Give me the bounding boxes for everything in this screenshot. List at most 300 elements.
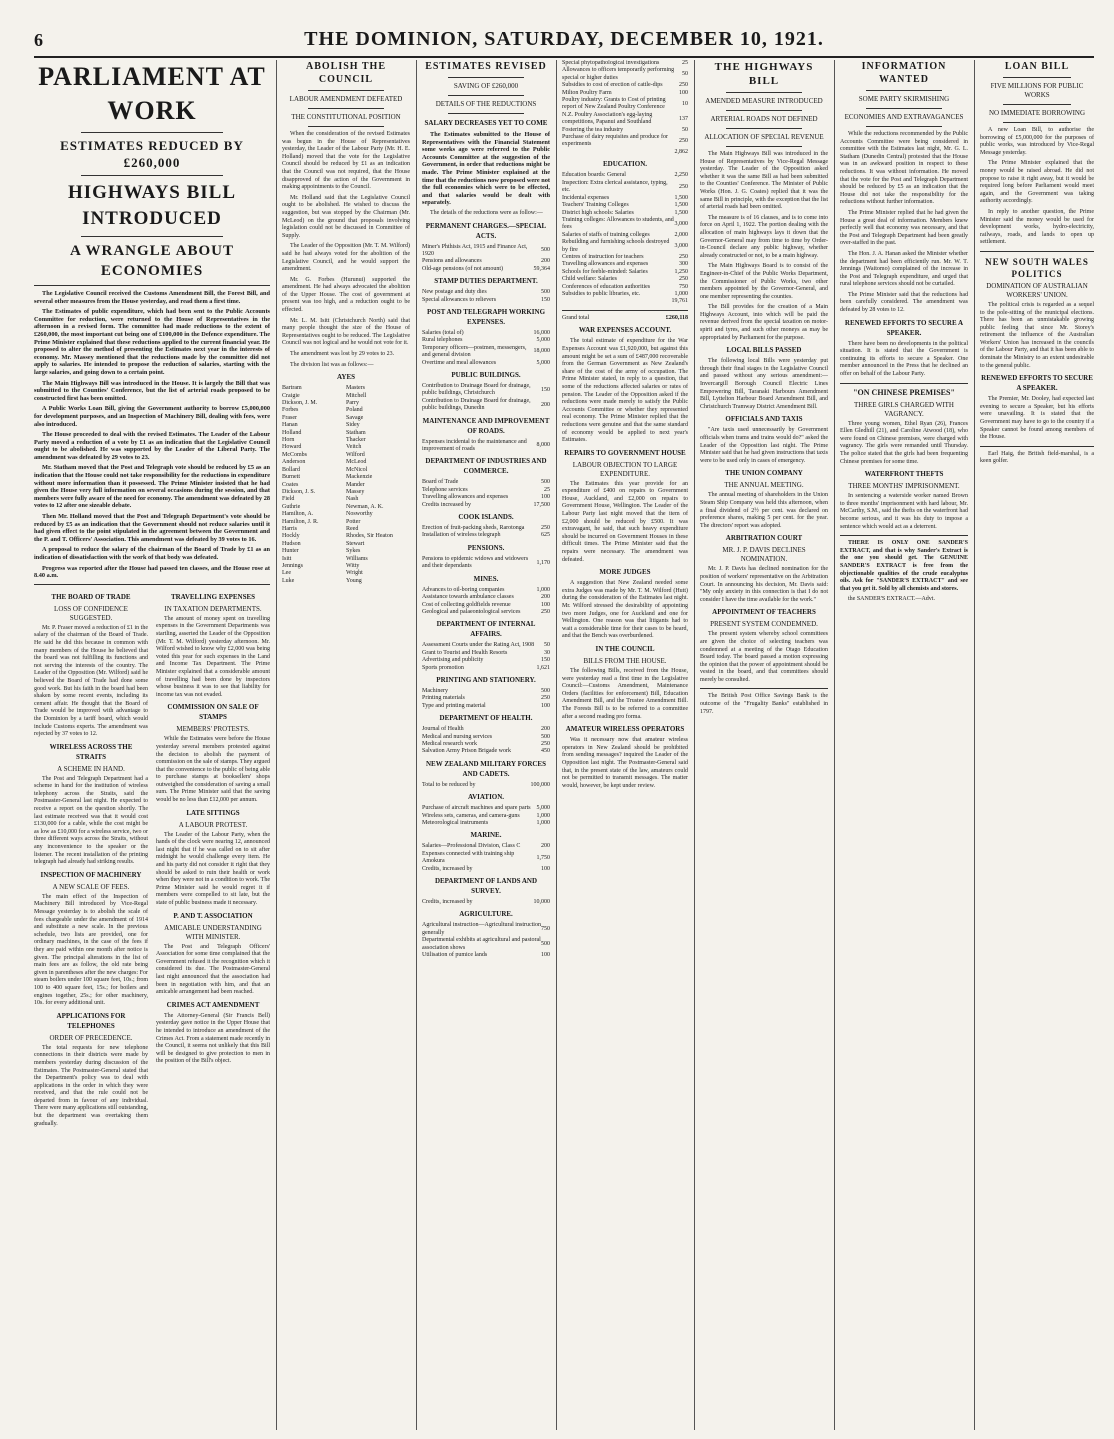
subheading: DETAILS OF THE REDUCTIONS [435, 100, 537, 108]
reduction-amount: 150 [541, 657, 550, 664]
article-text: "Are taxis used unnecessarily by Government officials when trams and trains would do?" asked the Leader of the Opposition last night. The Prime Minister said that he had given instructions that taxis were to be used only in cases of emergency. [700, 427, 828, 464]
section-heading: RENEWED EFFORTS TO SECURE A SPEAKER. [844, 318, 964, 337]
reduction-row [422, 899, 550, 906]
reduction-table [422, 330, 550, 367]
subtotal: 19,761 [671, 298, 688, 305]
estimate-label: Centres of instruction for teachers [562, 253, 644, 260]
estimate-amount: 250 [679, 183, 688, 190]
estimate-row [562, 112, 688, 127]
reduction-amount: 500 [541, 687, 550, 694]
reduction-label: Advances to oil-boring companies [422, 586, 505, 593]
lead-paragraph: Mr. Statham moved that the Post and Telegraph vote should be reduced by £5 as an indication that the House could not take responsibility for the reductions in expenditure without more information than it possessed. The Prime Minister insisted that he had given the House very full information on several occasions during the session, and that members were fully aware of the need for economy. The amendment was defeated by 28 votes to 12 after one sizeable debate. [34, 464, 270, 510]
masthead-title: THE DOMINION, SATURDAY, DECEMBER 10, 1921. [304, 28, 824, 50]
reduction-group-heading: MINES. [473, 574, 499, 583]
article-text: Mr. G. Forbes (Hurunui) supported the amendment. He had always advocated the abolition of the Upper House. The cost of government at present was too high, and a reduction ought to be effected. [282, 276, 410, 314]
subheading: AMENDED MEASURE INTRODUCED [705, 97, 823, 105]
reduction-amount: 8,000 [536, 442, 550, 449]
division-name: Dickson, J. M. [282, 400, 318, 407]
reduction-label: Wireless sets, cameras, and camera-guns [422, 812, 520, 819]
reduction-amount: 25 [544, 486, 550, 493]
article-text: The main effect of the Inspection of Machinery Bill introduced by Vice-Regal Message yesterday is to abolish the scale of fees chargeable under the amendment of 1914 and substitute a new scale. In the previous schedule, two lists are provided, one for ordinary machines, in the case of the fees if they are paid within one month after notice is given. The principal alterations in the list of main fees are as follow, the old rate being given in parentheses after the new charges: For steam boilers under 100 square feet, 10s.; from 100 to 400 square feet, 15s.; for boilers and engines together, 25s.; for other machinery, 10s. for every additional unit. [34, 893, 148, 1007]
section-subheading: THE ANNUAL MEETING. [724, 481, 804, 490]
page-number: 6 [34, 30, 43, 50]
division-name: Rhodes, Sir Heaton [346, 533, 393, 540]
reduction-label: Pensions and allowances [422, 258, 482, 265]
division-name: Poland [346, 407, 363, 414]
article-text: Mr. J. P. Davis has declined nomination for the position of workers' representative on the Arbitration Court. In announcing his decision, Mr. Davis said: "My only anxiety in this connection is that I do not consider I have the time available for the work." [700, 566, 828, 603]
reduction-amount: 5,000 [536, 359, 550, 366]
division-name: Craigie [282, 392, 300, 399]
lead-paragraph: The Estimates submitted to the House of Representatives with the Financial Statement some weeks ago were referred to the Public Accounts Committee at the suggestion of the Government, in order that reductions might be made. The Prime Minister explained at the time that the reductions now proposed were not the full economies which were to be effected, and that salaries would be dealt with separately. [422, 131, 550, 207]
estimate-label: Conferences of education authorities [562, 283, 651, 290]
section-subheading: A LABOUR PROTEST. [178, 820, 248, 829]
reduction-amount: 16,000 [533, 329, 550, 336]
reduction-amount: 5,000 [536, 805, 550, 812]
article-text: The Leader of the Opposition (Mr. T. M. Wilford) said he had always voted for the abolition of the Legislative Council, and he would support the amendment. [282, 243, 410, 273]
reduction-table [422, 688, 550, 710]
article-text: The Bill provides for the creation of a Main Highways Account, into which will be paid the revenue derived from the special taxation on motor-spirit and tyres, and such other moneys as may be appropriated by Parliament for the purpose. [700, 304, 828, 341]
subheading: NO IMMEDIATE BORROWING [988, 109, 1086, 117]
reduction-group-heading: PUBLIC BUILDINGS. [451, 371, 521, 379]
grand-total-value: £260,118 [665, 314, 688, 321]
reduction-label: Miner's Phthisis Act, 1915 and Finance Act, 1920 [422, 243, 528, 257]
headline-information-wanted: INFORMATION WANTED [861, 61, 947, 85]
reductions-list [422, 221, 550, 960]
estimate-label: District high schools: Salaries [562, 209, 634, 216]
masthead [34, 26, 1094, 58]
division-name: Anderson [282, 459, 306, 466]
reduction-table [422, 289, 550, 304]
subheading: ECONOMIES AND EXTRAVAGANCES [844, 113, 964, 121]
reduction-row [422, 866, 550, 873]
article-text: Mr. P. Fraser moved a reduction of £1 in the salary of the chairman of the Board of Trade. He said he did this because in common with many members of the House he believed that the board was not fulfilling its functions and not serving the interests of the country. The Leader of the Opposition (Mr. Wilford) said he believed the Board of Trade had done some good work. But his faith in the board had been shaken by some recent events, including its cement affair. He thought that the Board of Trade would be improved with advantage to the Dominion by a tariff board, which would include Customs experts. The amendment was rejected by 37 votes to 12. [34, 624, 148, 738]
section-heading: REPAIRS TO GOVERNMENT HOUSE [564, 448, 686, 457]
section-heading: WATERFRONT THEFTS [864, 470, 944, 479]
reduction-label: Assessment Courts under the Rating Act, 1908 [422, 642, 535, 649]
article-text: The total estimate of expenditure for the War Expenses Account was £1,920,000, but against this amount might be set a sum of £487,000 recoverable from the German Government as New Zealand's share of the cost of the army of occupation. The Prime Minister stated, in reply to a question, that some of the reductions affected salaries or rates of pension. The Leader of the Opposition asked if the reductions were made merely to satisfy the Public Accounts Committee or whether they represented real economy. The Prime Minister replied that the reductions were genuine and that the same standard of economy would be applied to next year's Estimates. [562, 338, 688, 444]
article-text: The Main Highways Board is to consist of the Engineer-in-Chief of the Public Works Department, the Commissioner of Public Works, two other members appointed by the Governor-General, and one member representing the counties. [700, 263, 828, 300]
article-text: The measure is of 16 clauses, and is to come into force on April 1, 1922. The portion dealing with the allocation of main highways lays it down that the Governor-General may from time to time by Order-in-Council declare any public highway, whether already constructed or not, to be a main highway. [700, 214, 828, 259]
estimate-amount: 250 [679, 253, 688, 260]
closing-note: The British Post Office Savings Bank is the outcome of the "Frugality Banks" established in 1797. [700, 693, 828, 715]
column-rule [276, 60, 277, 1430]
reduction-amount: 250 [541, 740, 550, 747]
reduction-label: Advertising and publicity [422, 657, 484, 664]
division-name: Field [282, 496, 295, 503]
estimate-label: Poultry industry: Grants to Cost of printing report of New Zealand Poultry Conference [562, 97, 666, 111]
reduction-amount: 150 [541, 386, 550, 393]
estimate-amount: 100 [679, 89, 688, 96]
reduction-label: Departmental exhibits at agricultural and pastoral association shows [422, 937, 541, 951]
division-name: McNicol [346, 466, 368, 473]
lead-paragraph: The House proceeded to deal with the revised Estimates. The Leader of the Labour Party moved a reduction of a vote by £1 as an indication that the Legislative Council ought to be abolished. He was supported by the Leader of the Liberal Party. The amendment was defeated by 29 votes to 23. [34, 431, 270, 461]
subheading: THE CONSTITUTIONAL POSITION [291, 113, 401, 121]
estimate-label: Special phytopathological investigations [562, 60, 660, 66]
reduction-row [422, 594, 550, 601]
lead-paragraph: A Public Works Loan Bill, giving the Government authority to borrow £5,000,000 for development purposes, and an Inspection of Machinery Bill, dealing with fees, were also introduced. [34, 405, 270, 428]
lead-paragraph: A proposal to reduce the salary of the chairman of the Board of Trade by £1 as an indication of dissatisfaction with the work of that body was defeated. [34, 546, 270, 561]
article-text: When the consideration of the revised Estimates was begun in the House of Representatives yesterday, the Leader of the Labour Party (Mr. H. E. Holland) moved that the vote for the Legislative Council should be reduced by £1 as an indication that the Council was not required, that the House disapproved of the action of the Government in making appointments to the Council. [282, 131, 410, 191]
column-1 [34, 60, 270, 1430]
article-text: Mr. L. M. Isitt (Christchurch North) said that many people thought the size of the House of Representatives ought to be reduced. The Legislative Council was not logical and he would not vote for it. [282, 317, 410, 347]
estimate-row [562, 134, 688, 149]
reduction-row [422, 937, 550, 952]
reduction-label: Geological and palaeontological services [422, 608, 521, 615]
section-subheading: PRESENT SYSTEM CONDEMNED. [710, 620, 818, 629]
subcolumn-right [156, 589, 270, 1131]
reduction-amount: 250 [541, 525, 550, 532]
reduction-amount: 100,000 [530, 781, 550, 788]
reduction-row [422, 741, 550, 748]
advertisement: THERE IS ONLY ONE SANDER'S EXTRACT, and that is why Sander's Extract is the one you should get. The GENUINE SANDER'S EXTRACT is free from the objectionable qualities of the crude eucalyptus oils. Ask for "SANDER'S EXTRACT" and see that you get it. Sold by all chemists and stores. [840, 540, 968, 592]
reduction-group-heading: MARINE. [470, 831, 502, 840]
reduction-row [422, 494, 550, 501]
reduction-amount: 50 [544, 642, 550, 649]
reduction-amount: 500 [541, 940, 550, 947]
reduction-table [422, 587, 550, 617]
section-heading: ARBITRATION COURT [725, 534, 803, 543]
estimate-label: Incidental expenses [562, 194, 610, 201]
section-heading: LATE SITTINGS [186, 808, 240, 817]
reduction-row [422, 609, 550, 616]
division-name: Bollard [282, 466, 300, 473]
estimate-amount: 137 [679, 115, 688, 122]
reduction-label: Sports promotion [422, 664, 464, 671]
reduction-table [422, 479, 550, 509]
section-subheading: LOSS OF CONFIDENCE SUGGESTED. [54, 604, 128, 622]
article-text: The present system whereby school committees are given the choice of selecting teachers was condemned at a meeting of the Otago Education Board today. The board passed a motion expressing the opinion that the power of appointment should be vested in the board, and that committees should merely be consulted. [700, 631, 828, 683]
lead-paragraph: The Legislative Council received the Customs Amendment Bill, the Forest Bill, and several other measures from the House yesterday, and read them a first time. [34, 290, 270, 305]
estimate-row [562, 195, 688, 202]
reduction-amount: 750 [541, 926, 550, 933]
subheading: FIVE MILLIONS FOR PUBLIC WORKS [990, 82, 1084, 99]
division-name: Isitt [282, 555, 292, 562]
division-name: Statham [346, 429, 366, 436]
division-name: Hanan [282, 422, 298, 429]
estimate-label: Milton Poultry Farm [562, 89, 612, 96]
headline-highways: HIGHWAYS BILL INTRODUCED [67, 182, 237, 229]
reduction-row [422, 820, 550, 827]
reduction-amount: 100 [541, 952, 550, 959]
division-name: Dickson, J. S. [282, 488, 316, 495]
column-6 [840, 60, 968, 1430]
article-text: In reply to another question, the Prime Minister said the money would be used for development works, hydro-electricity, railways, roads, and lands to open up settlement. [980, 208, 1094, 246]
estimate-label: Allowances to officers temporarily performing special or higher duties [562, 67, 675, 81]
estimate-row [562, 232, 688, 239]
reduction-label: Cost of collecting goldfields revenue [422, 601, 511, 608]
estimate-amount: 1,500 [674, 194, 688, 201]
reduction-row [422, 734, 550, 741]
reduction-label: Rural telephones [422, 337, 463, 344]
division-name: McCombs [282, 451, 308, 458]
section-heading: THE UNION COMPANY [725, 469, 803, 478]
article-text: The amount of money spent on travelling expenses in the Government Departments was startling, asserted the Leader of the Opposition (Mr. T. M. Wilford) yesterday afternoon. Mr. Wilford wished to know why £2,000 was being voted this year for such expenses in the Land and Income Tax Department. The Prime Minister explained that a considerable amount of travelling had been done by inspectors whose business it was to see that liability for income tax was not evaded. [156, 615, 270, 698]
estimate-amount: 50 [682, 126, 688, 133]
reduction-amount: 100 [541, 865, 550, 872]
division-name: Nosworthy [346, 511, 373, 518]
division-label: The division list was as follows:— [290, 361, 374, 368]
column-rule [974, 60, 975, 1430]
reduction-label: Assistance towards ambulance classes [422, 594, 514, 601]
intro-text: The details of the reductions were as follow:— [430, 209, 543, 216]
article-text: The Post and Telegraph Officers' Association for some time complained that the Government refused it the recognition which it considered its due. The Postmaster-General last night announced that the association had been in negotiation with him, and that an amicable arrangement had been reached. [156, 943, 270, 996]
reduction-amount: 450 [541, 748, 550, 755]
grand-total [562, 315, 688, 322]
division-name: Burnett [282, 474, 300, 481]
reduction-label: Total to be reduced by [422, 781, 476, 788]
estimate-amount: 25 [682, 60, 688, 66]
advertisement: the SANDER'S EXTRACT.—Advt. [848, 596, 935, 603]
column-rule [556, 60, 557, 1430]
division-name: Hunter [282, 548, 299, 555]
estimate-label: N.Z. Poultry Association's egg-laying competitions, Papanui and Southland [562, 111, 653, 126]
article-text: The Main Highways Bill was introduced in the House of Representatives by Vice-Regal Message yesterday. The Leader of the Opposition asked whether it was the same Bill as had been submitted to the Counties' Conference. The Minister of Public Works (Hon. J. G. Coates) replied that it was the same Bill in principle, with the exception that the list of arterial roads had been omitted. [700, 151, 828, 211]
reduction-amount: 100 [541, 702, 550, 709]
section-heading: MORE JUDGES [599, 568, 651, 577]
reduction-row [422, 642, 550, 649]
estimate-row [562, 291, 688, 298]
article-text: The Premier, Mr. Dooley, had expected last evening to secure a Speaker, but his efforts were unavailing. It is stated that the Government may have to go to the country if a Speaker cannot be found among members of the House. [980, 396, 1094, 441]
article-text: The Prime Minister replied that he had given the House a great deal of information. Members knew perfectly well that economy was necessary, and that the Post and Telegraph Department had been greatly over-staffed in the past. [840, 209, 968, 247]
estimate-row [562, 127, 688, 134]
reduction-label: Agricultural instruction—Agricultural instruction generally [422, 922, 541, 936]
section-subheading: THREE GIRLS CHARGED WITH VAGRANCY. [853, 400, 954, 418]
division-name: Mitchell [346, 392, 367, 399]
estimate-amount: 300 [679, 261, 688, 268]
reduction-amount: 500 [541, 247, 550, 254]
section-subheading: ORDER OF PRECEDENCE. [49, 1033, 133, 1042]
reduction-label: Printing materials [422, 695, 465, 702]
division-name: Hudson [282, 540, 301, 547]
reduction-group-heading: DEPARTMENT OF INTERNAL AFFAIRS. [436, 620, 536, 639]
headline-estimates: ESTIMATES REDUCED BY £260,000 [60, 138, 244, 170]
grand-total-label: Grand total [562, 314, 590, 321]
estimate-label: Inspection: Extra clerical assistance, typing, etc. [562, 179, 668, 194]
reduction-row [422, 703, 550, 710]
estimate-label: Fostering the tea industry [562, 126, 624, 133]
reduction-group-heading: POST AND TELEGRAPH WORKING EXPENSES. [426, 307, 546, 326]
reduction-label: Erection of fruit-packing sheds, Rarotonga [422, 525, 525, 532]
article-text: The Hon. J. A. Hanan asked the Minister whether the department had been efficiently run. Mr. W. T. Jennings (Waitomo) complained of the increase in the Post and Telegraph expenditure, and urged that rural telephone services should not be curtailed. [840, 250, 968, 288]
division-name: Hockly [282, 533, 300, 540]
article-text: Was it necessary now that amateur wireless operators in New Zealand should be prohibited from sending messages? inquired the Leader of the Opposition last night. The Postmaster-General said that, in the present state of the law, amateurs could not be permitted to transmit messages. The matter would, however, be kept under review. [562, 737, 688, 789]
reduction-row [422, 345, 550, 360]
division-name: Holland [282, 429, 302, 436]
section-subheading: A SCHEME IN HAND. [57, 764, 125, 773]
estimate-amount: 250 [679, 276, 688, 283]
division-name: Wilford [346, 451, 365, 458]
reduction-label: Old-age pensions (of not amount) [422, 265, 503, 272]
reduction-table [422, 244, 550, 274]
section-heading: COMMISSION ON SALE OF STAMPS [167, 703, 259, 722]
reduction-amount: 17,500 [533, 501, 550, 508]
article-text: Mr. Holland said that the Legislative Council ought to be abolished. He wished to discuss the suggestion, but was stopped by the Chairman (Mr. McLeod) on the ground that proposals involving legislation could not be discussed in Committee of Supply. [282, 194, 410, 239]
reduction-row [422, 657, 550, 664]
reduction-row [422, 650, 550, 657]
estimate-label: Child welfare: Salaries [562, 276, 617, 283]
subheading: SOME PARTY SKIRMISHING [858, 95, 950, 103]
reduction-group-heading: STAMP DUTIES DEPARTMENT. [434, 277, 538, 286]
estimate-row [562, 239, 688, 254]
reduction-label: Machinery [422, 687, 448, 694]
article-text: The Prime Minister said that the reductions had been carefully considered. The amendment was defeated by 28 votes to 12. [840, 291, 968, 314]
division-name: Hamilton, J. R. [282, 518, 319, 525]
section-heading: WIRELESS ACROSS THE STRAITS [49, 742, 133, 761]
division-name: Luke [282, 577, 295, 584]
division-name: Coates [282, 481, 299, 488]
section-heading: NEW SOUTH WALES POLITICS [985, 256, 1089, 279]
estimate-amount: 1,250 [674, 268, 688, 275]
section-heading: TRAVELLING EXPENSES [170, 592, 256, 601]
division-name: Young [346, 577, 362, 584]
reduction-amount: 150 [541, 296, 550, 303]
reduction-group-heading: COOK ISLANDS. [458, 513, 514, 522]
division-name: McLeod [346, 459, 367, 466]
reduction-table [422, 782, 550, 789]
reduction-label: Medical and nursing services [422, 733, 493, 740]
reduction-label: New postage and duty dies [422, 289, 487, 296]
column-3 [422, 60, 550, 1430]
division-name: Potter [346, 518, 361, 525]
division-name: Reed [346, 525, 359, 532]
section-heading: INSPECTION OF MACHINERY [40, 870, 142, 879]
article-text: A new Loan Bill, to authorise the borrowing of £5,000,000 for the purposes of public works, was introduced by Vice-Regal Message yesterday. [980, 127, 1094, 156]
reduction-amount: 18,000 [533, 348, 550, 355]
reduction-row [422, 289, 550, 296]
reduction-label: Medical research work [422, 740, 477, 747]
division-name: Howard [282, 444, 302, 451]
reduction-row [422, 502, 550, 509]
reduction-amount: 625 [541, 532, 550, 539]
reduction-label: Salvation Army Prison Brigade work [422, 748, 511, 755]
estimate-row [562, 90, 688, 97]
column-7 [980, 60, 1094, 1430]
reduction-group-heading: PERMANENT CHARGES.—SPECIAL ACTS. [425, 221, 547, 240]
section-heading: EDUCATION. [602, 160, 647, 169]
reduction-amount: 1,621 [536, 664, 550, 671]
reduction-amount: 10,000 [533, 899, 550, 906]
article-text: The Leader of the Labour Party, when the hands of the clock were nearing 12, announced last night that if he was called on to sit after midnight he would challenge every item. He and his party did not consider it right that they should be asked to ruin their health or work when they were not in a condition to work. The Prime Minister said he would regret it if members were compelled to sit late, but the state of public business made it necessary. [156, 831, 270, 906]
reduction-table [422, 726, 550, 756]
reduction-row [422, 487, 550, 494]
lead-paragraph: The Main Highways Bill was introduced in the House. It is largely the Bill that was submitted to the Counties' Conference, but the list of arterial roads proposed to be constructed first has been omitted. [34, 379, 270, 402]
reduction-label: Board of Trade [422, 479, 459, 486]
reduction-label: Overtime and meal allowances [422, 359, 497, 366]
reduction-row [422, 383, 550, 398]
agriculture-table [562, 60, 688, 149]
estimate-amount: 50 [682, 71, 688, 78]
article-text: The following local Bills were yesterday put through their final stages in the Legislative Council and passed without any serious amendment:—Invercargill Borough Council Electric Lines Empowering Bill, Taranaki Harbours Amendment Bill, Lyttelton Harbour Board Amendment Bill, and Christchurch Tramway District Amendment Bill. [700, 358, 828, 410]
estimate-row [562, 172, 688, 179]
reduction-amount: 59,364 [533, 265, 550, 272]
estimate-amount: 250 [679, 137, 688, 144]
division-name: Mackenzie [346, 474, 373, 481]
subheading: SAVING OF £260,000 [453, 82, 519, 90]
estimate-amount: 750 [679, 283, 688, 290]
reduction-row [422, 244, 550, 259]
division-name: Forbes [282, 407, 299, 414]
section-subheading: DOMINATION OF AUSTRALIAN WORKERS' UNION. [986, 281, 1088, 299]
lead-paragraph: Progress was reported after the House had passed ten classes, and the House rose at 8.40 a.m. [34, 564, 270, 580]
reduction-amount: 500 [541, 479, 550, 486]
reduction-row [422, 337, 550, 344]
reduction-label: Expenses connected with training ship Amokura [422, 850, 515, 865]
subheading: ARTERIAL ROADS NOT DEFINED [710, 115, 818, 123]
estimate-label: Subsidies to public libraries, etc. [562, 290, 641, 297]
column-rule [834, 60, 835, 1430]
estimate-label: Training colleges: Allowances to students, and fees [562, 216, 674, 231]
reduction-amount: 200 [541, 726, 550, 733]
section-heading: OFFICIALS AND TAXIS [725, 415, 803, 424]
estimate-amount: 3,000 [674, 242, 688, 249]
estimate-label: Travelling allowances and expenses [562, 261, 649, 268]
closing-note: Earl Haig, the British field-marshal, is a keen golfer. [980, 450, 1094, 465]
reduction-label: Temporary officers—postmen, messengers, and general division [422, 344, 527, 359]
reduction-row [422, 532, 550, 539]
reduction-row [422, 726, 550, 733]
section-heading: APPLICATIONS FOR TELEPHONES [56, 1011, 126, 1030]
estimate-amount: 10 [682, 100, 688, 107]
estimate-row [562, 217, 688, 232]
reduction-label: Travelling allowances and expenses [422, 494, 509, 501]
division-name: Stewart [346, 540, 365, 547]
division-name: Newman, A. K. [346, 503, 384, 510]
reduction-row [422, 805, 550, 812]
column-4 [562, 60, 688, 1430]
division-name: Guthrie [282, 503, 301, 510]
column-2 [282, 60, 410, 1430]
section-heading: LOCAL BILLS PASSED [726, 346, 802, 355]
headline-parliament: PARLIAMENT AT WORK [38, 62, 266, 125]
reduction-amount: 250 [541, 695, 550, 702]
reduction-label: Credits increased by [422, 501, 471, 508]
lead-paragraph: The Estimates of public expenditure, which had been sent to the Public Accounts Committee for reduction, were returned to the House of Representatives in the afternoon in a revised form. The committee had made reductions to the extent of £260,000, the most important cut being one of £100,000 in the Defence expenditure. The Prime Minister explained that these reductions applied to the current financial year. He proposed to alter the method of presenting the Estimates next year in the interests of economy. Mr. Massey mentioned that the reductions made by the committee did not apply to salaries. He intended to propose the reduction of salaries, starting with the large salaries, and going down to a certain point. [34, 308, 270, 376]
estimate-row [562, 82, 688, 89]
division-name: Sidey [346, 422, 360, 429]
section-heading: APPOINTMENT OF TEACHERS [712, 608, 816, 617]
estimate-label: Teachers' Training Colleges [562, 202, 629, 209]
reduction-group-heading: DEPARTMENT OF HEALTH. [439, 714, 533, 723]
reduction-group-heading: PRINTING AND STATIONERY. [436, 675, 536, 684]
reduction-table [422, 805, 550, 827]
estimate-row [562, 97, 688, 112]
reduction-amount: 30 [544, 649, 550, 656]
reduction-group-heading: AGRICULTURE. [459, 910, 513, 919]
division-name: Sykes [346, 548, 361, 555]
subtotal: 2,862 [674, 148, 688, 155]
reduction-amount: 200 [541, 258, 550, 265]
lead-summary [34, 290, 270, 580]
estimate-row [562, 276, 688, 283]
section-heading: CRIMES ACT AMENDMENT [166, 1000, 260, 1009]
headline-estimates-revised: ESTIMATES REVISED [425, 61, 547, 72]
division-name: Massey [346, 488, 365, 495]
estimate-amount: 2,000 [674, 231, 688, 238]
headline-highways-bill: THE HIGHWAYS BILL [714, 61, 814, 87]
section-heading: "ON CHINESE PREMISES" [853, 387, 955, 397]
division-name: Hamilton, A. [282, 511, 314, 518]
reduction-row [422, 439, 550, 454]
estimate-amount: 1,000 [674, 290, 688, 297]
education-table [562, 172, 688, 298]
article-text: There have been no developments in the political situation. It is stated that the Government is continuing its efforts to secure a Speaker. One member announced in the Press that he declined an offer on behalf of the Labour Party. [840, 340, 968, 378]
section-subheading: IN TAXATION DEPARTMENTS. [164, 604, 262, 613]
article-text: A suggestion that New Zealand needed some extra Judges was made by Mr. T. M. Wilford (Hutt) during the consideration of the Estimates last night. Mr. Wilford stressed the desirability of appointing two more Judges, one for Auckland and one for Wellington. One reason was that litigants had to wait a considerable time for their cases to be heard, and that the Bench was overburdened. [562, 580, 688, 640]
reduction-label: Salaries—Professional Division, Class C [422, 843, 521, 850]
article-text: The Attorney-General (Sir Francis Bell) yesterday gave notice in the Upper House that he intended to introduce an amendment of the Crimes Act. From a statement made recently in the Council, it seems not unlikely that this Bill will be designed to give protection to men in the position of the Bill's object. [156, 1012, 270, 1065]
section-heading: RENEWED EFFORTS TO SECURE A SPEAKER. [981, 374, 1093, 393]
division-name: Bartram [282, 385, 302, 392]
